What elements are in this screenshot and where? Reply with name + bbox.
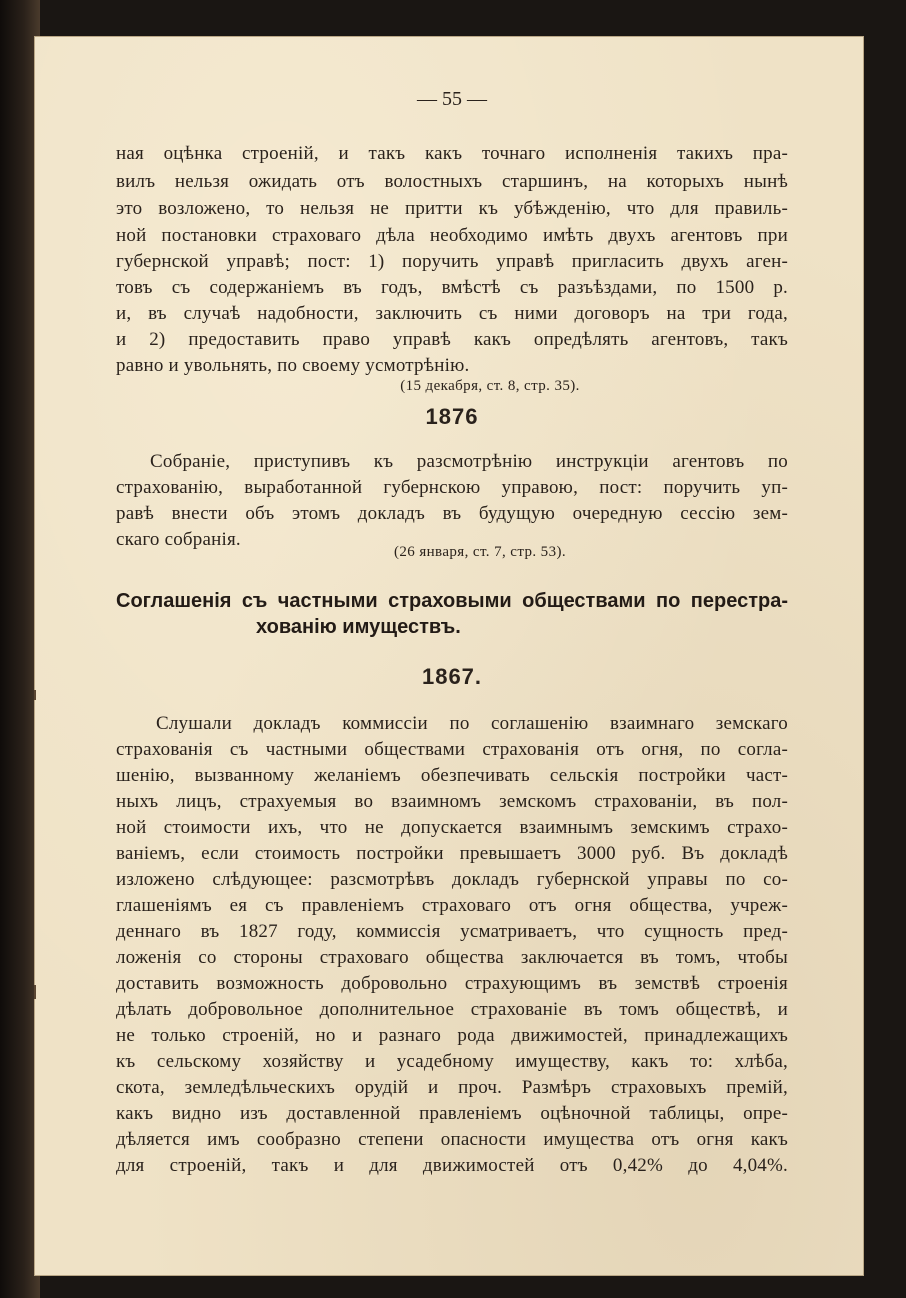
text-line: Слушали докладъ коммиссіи по соглашенію взаимнаго земскаго	[156, 713, 788, 734]
text-line: дѣлать добровольное дополнительное страхованіе въ томъ обществѣ, и	[116, 999, 788, 1020]
text-line: глашеніямъ ея съ правленіемъ страховаго отъ огня общества, учреж-	[116, 895, 788, 916]
text-line: страхованію, выработанной губернскою управою, пост: поручить уп-	[116, 477, 788, 498]
text-line: не только строеній, но и разнаго рода движимостей, принадлежащихъ	[116, 1025, 788, 1046]
text-line: ныхъ лицъ, страхуемыя во взаимномъ земскомъ страхованіи, въ пол-	[116, 791, 788, 812]
text-line: ная оцѣнка строеній, и такъ какъ точнаго исполненія такихъ пра-	[116, 143, 788, 164]
citation: (26 января, ст. 7, стр. 53).	[393, 544, 567, 560]
text-line: и, въ случаѣ надобности, заключить съ ними договоръ на три года,	[116, 303, 788, 324]
text-line: равѣ внести объ этомъ докладъ въ будущую очередную сессію зем-	[116, 503, 788, 524]
text-line: губернской управѣ; пост: 1) поручить управѣ пригласить двухъ аген-	[116, 251, 788, 272]
text-line: дѣляется имъ сообразно степени опасности имущества отъ огня какъ	[116, 1129, 788, 1150]
text-line: ваніемъ, если стоимость постройки превышаетъ 3000 руб. Въ докладѣ	[116, 843, 788, 864]
text-line: изложено слѣдующее: разсмотрѣвъ докладъ губернской управы по со-	[116, 869, 788, 890]
text-line: для строеній, такъ и для движимостей отъ 0,42% до 4,04%.	[116, 1155, 788, 1176]
text-line: скаго собранія.	[116, 529, 241, 550]
text-line: ной постановки страховаго дѣла необходимо имѣть двухъ агентовъ при	[116, 225, 788, 246]
text-line: какъ видно изъ доставленной правленіемъ оцѣночной таблицы, опре-	[116, 1103, 788, 1124]
year-heading: 1876	[425, 404, 479, 429]
section-heading: хованію имуществъ.	[256, 616, 461, 638]
text-line: ложенія со стороны страховаго общества заключается въ томъ, чтобы	[116, 947, 788, 968]
text-line: равно и увольнять, по своему усмотрѣнію.	[116, 355, 470, 376]
text-line: Собраніе, приступивъ къ разсмотрѣнію инструкціи агентовъ по	[150, 451, 788, 472]
citation: (15 декабря, ст. 8, стр. 35).	[400, 378, 580, 394]
binding-mark	[34, 690, 36, 700]
text-line: скота, земледѣльческихъ орудій и проч. Размѣръ страховыхъ премій,	[116, 1077, 788, 1098]
text-line: это возложено, то нельзя не притти къ убѣжденію, что для правиль-	[116, 198, 788, 219]
text-line: деннаго въ 1827 году, коммиссія усматриваетъ, что сущность пред-	[116, 921, 788, 942]
text-line: шенію, вызванному желаніемъ обезпечивать сельскія постройки част-	[116, 765, 788, 786]
text-line: ной стоимости ихъ, что не допускается взаимнымъ земскимъ страхо-	[116, 817, 788, 838]
text-line: страхованія съ частными обществами страхованія отъ огня, по согла-	[116, 739, 788, 760]
section-heading: Соглашенія съ частными страховыми обществами по перестра-	[116, 590, 788, 612]
year-heading: 1867.	[421, 664, 483, 689]
text-line: и 2) предоставить право управѣ какъ опредѣлять агентовъ, такъ	[116, 329, 788, 350]
text-line: къ сельскому хозяйству и усадебному имуществу, какъ то: хлѣба,	[116, 1051, 788, 1072]
text-line: товъ съ содержаніемъ въ годъ, вмѣстѣ съ разъѣздами, по 1500 р.	[116, 277, 788, 298]
page-number: — 55 —	[417, 88, 487, 110]
binding-mark	[34, 985, 36, 999]
text-line: вилъ нельзя ожидать отъ волостныхъ старшинъ, на которыхъ нынѣ	[116, 171, 788, 192]
text-line: доставить возможность добровольно страхующимъ въ земствѣ строенія	[116, 973, 788, 994]
